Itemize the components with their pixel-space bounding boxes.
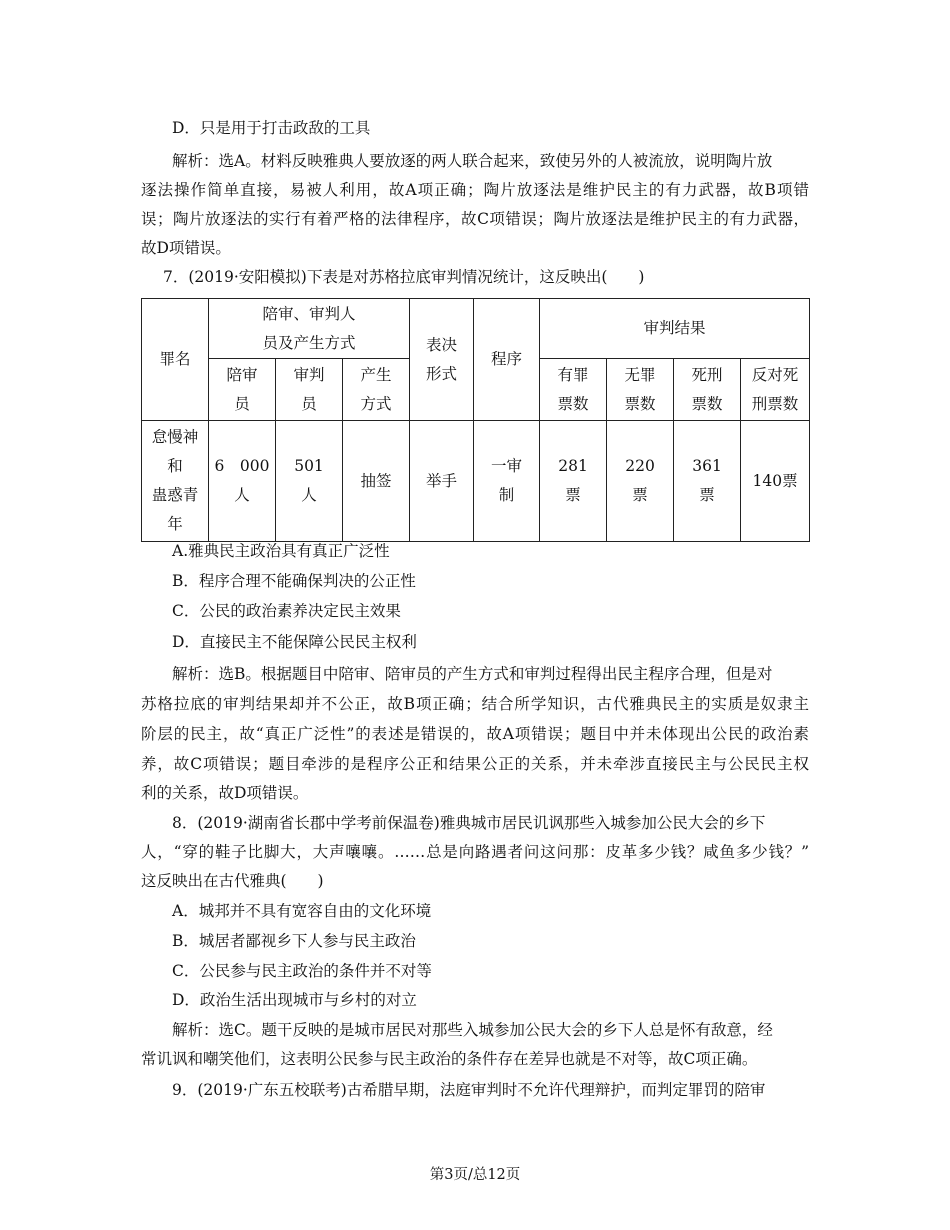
q7-option-b: B．程序合理不能确保判决的公正性	[172, 572, 416, 590]
cell-method: 抽签	[343, 421, 410, 542]
q8-option-b: B．城居者鄙视乡下人参与民主政治	[172, 932, 416, 950]
q6-analysis-line: 故D项错误。	[141, 239, 231, 257]
header-voting: 表决 形式	[410, 299, 474, 421]
q8-analysis-line: 解析：选C。题干反映的是城市居民对那些入城参加公民大会的乡下人总是怀有敌意，经	[172, 1021, 773, 1039]
q7-analysis-line: 养，故C项错误；题目牵涉的是程序公正和结果公正的关系，并未牵涉直接民主与公民民主权	[141, 755, 809, 773]
header-procedure: 程序	[474, 299, 540, 421]
q8-stem-line: 8．(2019·湖南省长郡中学考前保温卷)雅典城市居民讥讽那些入城参加公民大会的乡下	[172, 814, 766, 832]
cell-against-death: 140票	[741, 421, 810, 542]
cell-death: 361 票	[674, 421, 741, 542]
q7-option-a: A.雅典民主政治具有真正广泛性	[172, 542, 390, 560]
q7-stem: 7．(2019·安阳模拟)下表是对苏格拉底审判情况统计，这反映出( )	[163, 268, 645, 286]
page-footer: 第3页/总12页	[429, 1167, 521, 1183]
q8-stem-line: 这反映出在古代雅典( )	[141, 872, 324, 890]
q7-analysis-line: 解析：选B。根据题目中陪审、陪审员的产生方式和审判过程得出民主程序合理，但是对	[172, 665, 773, 683]
header-crime: 罪名	[142, 299, 209, 421]
q8-analysis-line: 常讥讽和嘲笑他们，这表明公民参与民主政治的条件存在差异也就是不对等，故C项正确。	[141, 1050, 758, 1068]
q7-analysis-line: 利的关系，故D项错误。	[141, 784, 309, 802]
q6-analysis-line: 解析：选A。材料反映雅典人要放逐的两人联合起来，致使另外的人被流放，说明陶片放	[172, 152, 773, 170]
q9-stem-line: 9．(2019·广东五校联考)古希腊早期，法庭审判时不允许代理辩护，而判定罪罚的陪审	[172, 1081, 766, 1099]
q7-trial-table	[141, 298, 810, 542]
cell-judge: 501 人	[276, 421, 343, 542]
cell-crime: 怠慢神 和 蛊惑青 年	[142, 421, 209, 542]
q6-analysis-line: 误；陶片放逐法的实行有着严格的法律程序，故C项错误；陶片放逐法是维护民主的有力武器，	[141, 210, 809, 228]
header-guilty: 有罪 票数	[540, 359, 607, 421]
q6-option-d: D．只是用于打击政敌的工具	[172, 119, 371, 137]
q8-option-d: D．政治生活出现城市与乡村的对立	[172, 991, 417, 1009]
header-against-death: 反对死 刑票数	[741, 359, 810, 421]
table-row	[142, 421, 810, 542]
q6-analysis-line: 逐法操作简单直接，易被人利用，故A项正确；陶片放逐法是维护民主的有力武器，故B项错	[141, 181, 809, 199]
cell-voting: 举手	[410, 421, 474, 542]
q8-stem-line: 人，“穿的鞋子比脚大，大声嚷嚷。……总是向路遇者问这问那：皮革多少钱？咸鱼多少钱？”	[141, 843, 809, 861]
header-judge: 审判 员	[276, 359, 343, 421]
header-method: 产生 方式	[343, 359, 410, 421]
cell-procedure: 一审 制	[474, 421, 540, 542]
q7-analysis-line: 阶层的民主，故“真正广泛性”的表述是错误的，故A项错误；题目中并未体现出公民的政治素	[141, 725, 809, 743]
q8-option-a: A．城邦并不具有宽容自由的文化环境	[172, 902, 432, 920]
q7-analysis-line: 苏格拉底的审判结果却并不公正，故B项正确；结合所学知识，古代雅典民主的实质是奴隶主	[141, 695, 809, 713]
header-jury-group: 陪审、审判人 员及产生方式	[209, 299, 410, 359]
q7-option-c: C．公民的政治素养决定民主效果	[172, 602, 401, 620]
cell-innocent: 220 票	[607, 421, 674, 542]
q7-option-d: D．直接民主不能保障公民民主权利	[172, 633, 417, 651]
header-result-group: 审判结果	[540, 299, 810, 359]
cell-juror: 6 000 人	[209, 421, 276, 542]
header-juror: 陪审 员	[209, 359, 276, 421]
q8-option-c: C．公民参与民主政治的条件并不对等	[172, 962, 432, 980]
header-innocent: 无罪 票数	[607, 359, 674, 421]
cell-guilty: 281 票	[540, 421, 607, 542]
header-death: 死刑 票数	[674, 359, 741, 421]
